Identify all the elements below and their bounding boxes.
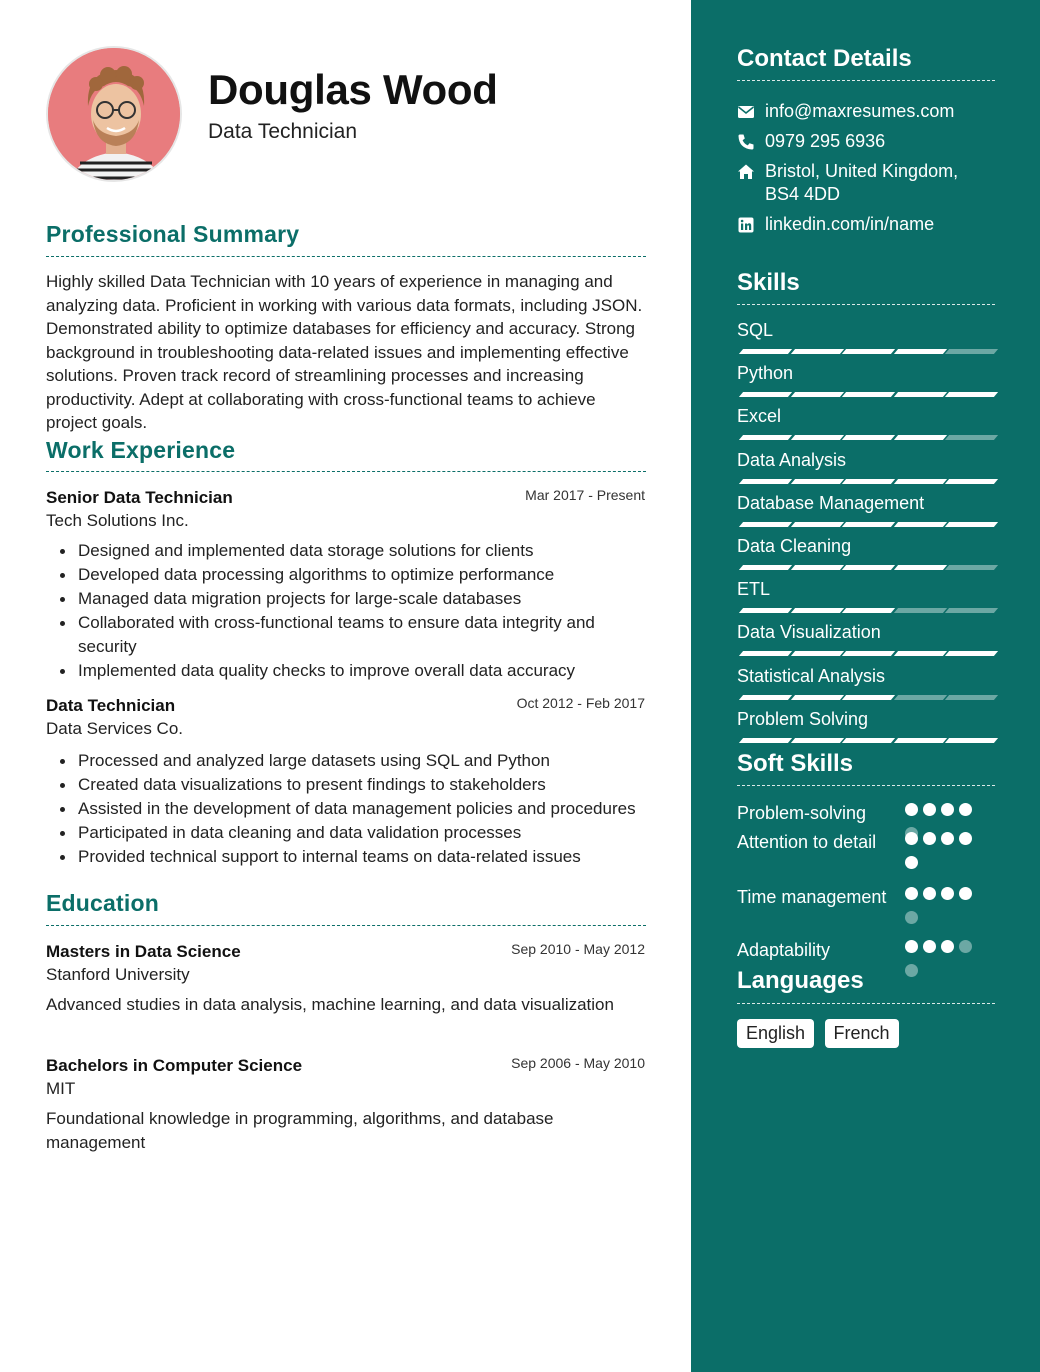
skill-level-segment <box>739 695 792 700</box>
skill-level-segment <box>945 738 998 743</box>
skill-level-segment <box>790 349 843 354</box>
job-bullets <box>46 539 646 683</box>
skill-level-segment <box>842 608 895 613</box>
skill-item <box>737 493 995 515</box>
skill-level-segment <box>790 565 843 570</box>
job-title: Data Technician <box>46 696 176 715</box>
candidate-role: Data Technician <box>208 120 358 143</box>
skills-heading: Skills <box>737 269 800 296</box>
skill-level-segment <box>790 695 843 700</box>
skill-level-segment <box>894 349 947 354</box>
experience-divider <box>46 471 646 472</box>
skill-name: Excel <box>737 406 782 427</box>
list-item: Managed data migration projects for large-scale databases <box>46 587 646 611</box>
profile-photo <box>48 48 182 182</box>
skill-level-segment <box>739 349 792 354</box>
skill-name: Database Management <box>737 492 925 513</box>
education-date: Sep 2010 - May 2012 <box>511 941 645 957</box>
skill-level-segment <box>894 435 947 440</box>
skill-level-segment <box>790 435 843 440</box>
list-item: Implemented data quality checks to improve overall data accuracy <box>46 659 646 683</box>
rating-dot <box>905 856 918 869</box>
summary-divider <box>46 256 646 257</box>
skill-level-meter <box>737 738 995 744</box>
skill-level-segment <box>945 479 998 484</box>
skills-divider <box>737 304 995 305</box>
soft-skills-divider <box>737 785 995 786</box>
education-date: Sep 2006 - May 2010 <box>511 1055 645 1071</box>
skill-level-segment <box>739 651 792 656</box>
degree-title: Masters in Data Science <box>46 942 241 961</box>
skill-level-segment <box>945 651 998 656</box>
rating-dot <box>959 940 972 953</box>
address-text: Bristol, United Kingdom, BS4 4DD <box>765 161 959 204</box>
skill-level-segment <box>790 738 843 743</box>
rating-dot <box>941 887 954 900</box>
job-org: Tech Solutions Inc. <box>46 511 189 530</box>
skill-level-meter <box>737 435 995 441</box>
soft-skill-name: Attention to detail <box>737 832 877 852</box>
school-name: Stanford University <box>46 965 190 984</box>
list-item: Participated in data cleaning and data validation processes <box>46 821 646 845</box>
summary-heading: Professional Summary <box>46 221 300 247</box>
rating-dot <box>941 832 954 845</box>
job-org: Data Services Co. <box>46 719 183 738</box>
skill-name: Python <box>737 363 794 384</box>
skill-item <box>737 622 995 644</box>
skill-name: ETL <box>737 579 771 600</box>
soft-skill-rating <box>905 940 985 988</box>
skill-level-meter <box>737 479 995 485</box>
list-item: Assisted in the development of data management policies and procedures <box>46 797 646 821</box>
sidebar <box>691 0 1040 1372</box>
soft-skills-heading: Soft Skills <box>737 750 854 777</box>
languages-divider <box>737 1003 995 1004</box>
contact-email[interactable] <box>737 100 997 123</box>
rating-dot <box>905 803 918 816</box>
list-item: Processed and analyzed large datasets using SQL and Python <box>46 749 646 773</box>
skill-level-meter <box>737 651 995 657</box>
linkedin-text: linkedin.com/in/name <box>765 214 935 234</box>
skill-name: Problem Solving <box>737 708 869 729</box>
soft-skill-item <box>737 830 997 854</box>
soft-skill-rating <box>905 887 985 935</box>
skill-level-segment <box>894 522 947 527</box>
skill-level-segment <box>842 651 895 656</box>
skill-item <box>737 579 995 601</box>
skill-level-segment <box>790 651 843 656</box>
skill-level-segment <box>739 608 792 613</box>
skill-name: SQL <box>737 320 774 340</box>
skill-level-segment <box>894 651 947 656</box>
skill-item <box>737 450 995 472</box>
skill-level-segment <box>739 522 792 527</box>
soft-skill-name: Problem-solving <box>737 803 867 823</box>
rating-dot <box>941 803 954 816</box>
soft-skill-item <box>737 801 997 825</box>
skill-level-segment <box>842 565 895 570</box>
linkedin-icon <box>737 216 755 234</box>
rating-dot <box>959 832 972 845</box>
skill-name: Data Analysis <box>737 449 847 470</box>
skill-level-meter <box>737 522 995 528</box>
soft-skill-item <box>737 885 997 909</box>
language-tag: English <box>737 1019 814 1048</box>
list-item: Designed and implemented data storage solutions for clients <box>46 539 646 563</box>
skill-level-segment <box>894 738 947 743</box>
skill-level-meter <box>737 565 995 571</box>
experience-heading: Work Experience <box>46 437 236 463</box>
education-divider <box>46 925 646 926</box>
skill-level-segment <box>894 695 947 700</box>
job-date: Oct 2012 - Feb 2017 <box>516 695 645 711</box>
job-bullets <box>46 749 646 869</box>
rating-dot <box>905 832 918 845</box>
skill-level-meter <box>737 695 995 701</box>
skill-level-segment <box>894 565 947 570</box>
skill-level-segment <box>842 695 895 700</box>
job-date: Mar 2017 - Present <box>525 487 645 503</box>
skill-item <box>737 666 995 688</box>
contact-linkedin[interactable] <box>737 213 997 236</box>
contact-address <box>737 160 997 206</box>
list-item: Created data visualizations to present findings to stakeholders <box>46 773 646 797</box>
skill-name: Data Cleaning <box>737 536 852 556</box>
rating-dot <box>905 887 918 900</box>
rating-dot <box>959 803 972 816</box>
contact-divider <box>737 80 995 81</box>
phone-text: 0979 295 6936 <box>765 131 886 151</box>
language-tag: French <box>825 1019 899 1048</box>
skill-level-segment <box>945 565 998 570</box>
rating-dot <box>905 911 918 924</box>
skill-name: Statistical Analysis <box>737 665 886 686</box>
list-item: Provided technical support to internal teams on data-related issues <box>46 845 646 869</box>
soft-skill-item <box>737 938 997 962</box>
skill-level-segment <box>739 565 792 570</box>
skill-item <box>737 363 995 385</box>
skill-level-segment <box>790 392 843 397</box>
skill-level-segment <box>842 392 895 397</box>
skill-item <box>737 320 995 342</box>
skill-name: Data Visualization <box>737 622 881 643</box>
skill-level-segment <box>842 522 895 527</box>
languages-heading: Languages <box>737 967 864 994</box>
skill-level-segment <box>894 608 947 613</box>
education-description: Advanced studies in data analysis, machine learning, and data visualization <box>46 995 614 1014</box>
skill-level-meter <box>737 608 995 614</box>
skill-level-segment <box>945 392 998 397</box>
skill-level-segment <box>842 435 895 440</box>
skill-level-segment <box>790 522 843 527</box>
degree-title: Bachelors in Computer Science <box>46 1056 303 1075</box>
rating-dot <box>923 803 936 816</box>
contact-phone[interactable] <box>737 130 997 153</box>
skill-level-segment <box>894 392 947 397</box>
skill-level-segment <box>945 435 998 440</box>
rating-dot <box>923 887 936 900</box>
job-title: Senior Data Technician <box>46 488 233 507</box>
rating-dot <box>923 940 936 953</box>
skill-level-segment <box>945 349 998 354</box>
contact-heading: Contact Details <box>737 45 912 72</box>
skill-level-segment <box>739 479 792 484</box>
rating-dot <box>941 940 954 953</box>
envelope-icon <box>737 103 755 121</box>
soft-skill-name: Adaptability <box>737 940 831 960</box>
skill-item <box>737 536 995 558</box>
skill-item <box>737 406 995 428</box>
skill-level-segment <box>739 738 792 743</box>
languages-list <box>737 1019 905 1048</box>
phone-icon <box>737 133 755 151</box>
skill-level-segment <box>945 608 998 613</box>
rating-dot <box>905 940 918 953</box>
summary-text: Highly skilled Data Technician with 10 years of experience in managing and analyzing data. Proficient in working with various data formats, including JSON. Demonstrated ability to optimize databases for efficiency and accuracy. Strong background in troubleshooting data-related issues and implementing effective solutions. Proven track record of streamlining processes and increasing productivity. Adept at collaborating with cross-functional teams to achieve project goals. <box>46 272 643 432</box>
skill-level-segment <box>739 392 792 397</box>
skill-level-segment <box>790 608 843 613</box>
skill-level-segment <box>842 349 895 354</box>
candidate-name: Douglas Wood <box>208 66 498 113</box>
home-icon <box>737 163 755 181</box>
list-item: Developed data processing algorithms to optimize performance <box>46 563 646 587</box>
soft-skill-name: Time management <box>737 887 887 907</box>
email-text: info@maxresumes.com <box>765 101 955 121</box>
skill-level-segment <box>945 695 998 700</box>
education-heading: Education <box>46 890 159 916</box>
education-description: Foundational knowledge in programming, algorithms, and database management <box>46 1109 554 1152</box>
skill-level-meter <box>737 392 995 398</box>
skill-level-segment <box>945 522 998 527</box>
skill-level-meter <box>737 349 995 355</box>
skill-level-segment <box>842 479 895 484</box>
rating-dot <box>959 887 972 900</box>
skill-level-segment <box>739 435 792 440</box>
rating-dot <box>905 964 918 977</box>
avatar <box>46 46 182 182</box>
soft-skill-rating <box>905 832 985 880</box>
list-item: Collaborated with cross-functional teams to ensure data integrity and security <box>46 611 646 659</box>
skill-level-segment <box>790 479 843 484</box>
rating-dot <box>923 832 936 845</box>
skill-level-segment <box>842 738 895 743</box>
skill-level-segment <box>894 479 947 484</box>
school-name: MIT <box>46 1079 76 1098</box>
skill-item <box>737 709 995 731</box>
